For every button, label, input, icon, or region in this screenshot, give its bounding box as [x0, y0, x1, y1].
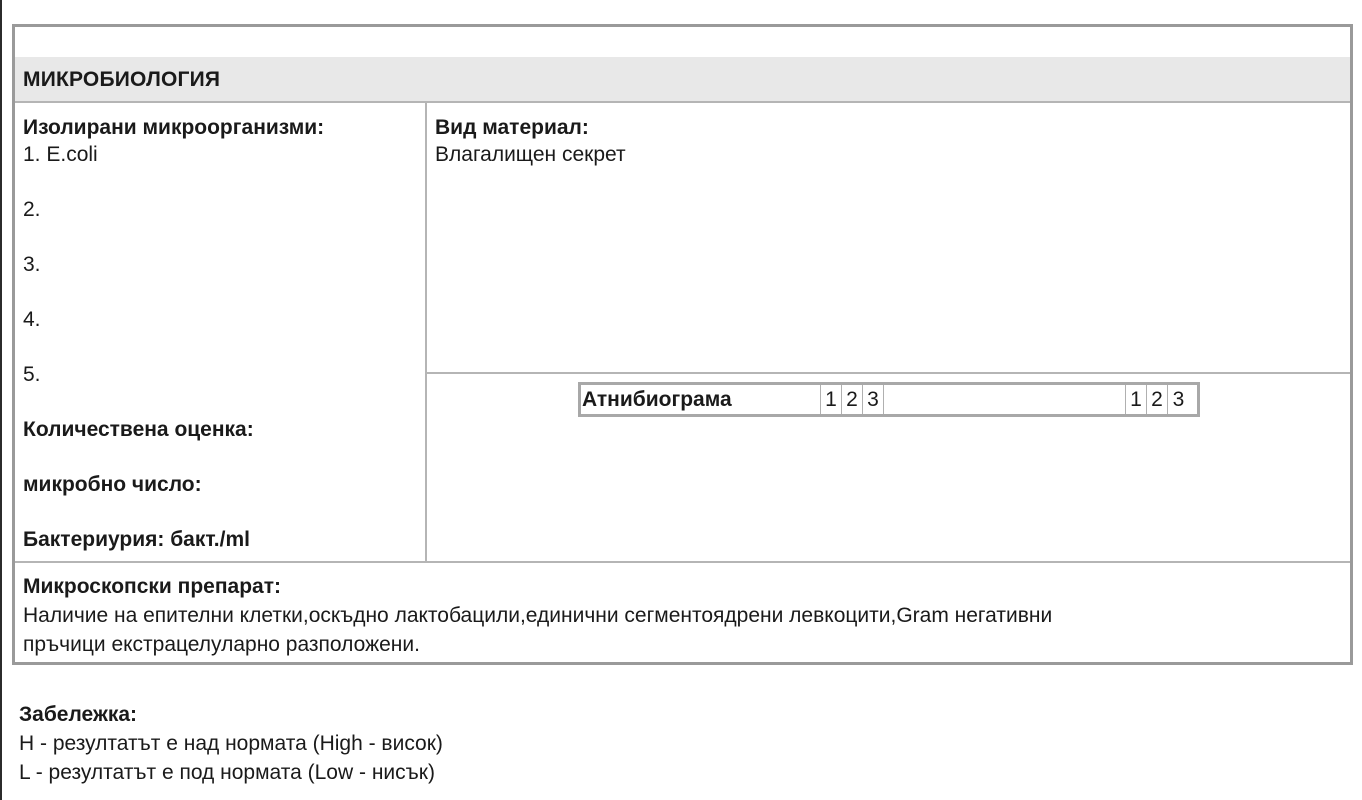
quantitative-label: Количествена оценка: — [23, 418, 254, 441]
antibiogram-col-left-1: 1 — [821, 385, 842, 414]
antibiogram-col-left-3: 3 — [863, 385, 884, 414]
material-label: Вид материал: — [435, 116, 589, 139]
isolated-organisms-label: Изолирани микроорганизми: — [23, 116, 325, 139]
bacteriuria-label: Бактериурия: бакт./ml — [23, 528, 250, 551]
page-edge-line — [0, 0, 2, 800]
organism-item-2: 2. — [23, 198, 41, 221]
microscopy-cell — [15, 561, 1350, 662]
microscopy-text-line-1: Наличие на епителни клетки,оскъдно лактобацили,единични сегментоядрени левкоцити,Gram негативни — [23, 604, 1053, 627]
material-value: Влагалищен секрет — [435, 143, 626, 166]
table-top-strip — [15, 27, 1350, 59]
material-cell — [427, 103, 1350, 374]
section-title: МИКРОБИОЛОГИЯ — [15, 57, 1350, 103]
microbial-count-label: микробно число: — [23, 473, 202, 496]
note-label: Забележка: — [19, 703, 138, 726]
antibiogram-col-left-2: 2 — [842, 385, 863, 414]
antibiogram-spacer — [884, 385, 1126, 414]
antibiogram-col-right-2: 2 — [1147, 385, 1168, 414]
microbiology-report-table — [12, 24, 1353, 665]
microscopy-label: Микроскопски препарат: — [23, 575, 281, 598]
antibiogram-cell — [427, 374, 1350, 561]
note-block — [19, 700, 443, 787]
note-low: L - резултатът е под нормата (Low - нисък) — [19, 761, 435, 784]
organism-item-4: 4. — [23, 308, 41, 331]
antibiogram-col-right-3: 3 — [1172, 388, 1185, 411]
microscopy-text-line-2: пръчици екстрацелуларно разположени. — [23, 633, 420, 656]
antibiogram-col-right-1: 1 — [1126, 385, 1147, 414]
isolated-organisms-cell — [15, 103, 427, 561]
antibiogram-table — [578, 382, 1200, 417]
note-high: H - резултатът е над нормата (High - висок) — [19, 732, 443, 755]
antibiogram-title: Атнибиограма — [581, 385, 821, 414]
organism-item-3: 3. — [23, 253, 41, 276]
organism-item-1: 1. E.coli — [23, 143, 98, 166]
organism-item-5: 5. — [23, 363, 41, 386]
